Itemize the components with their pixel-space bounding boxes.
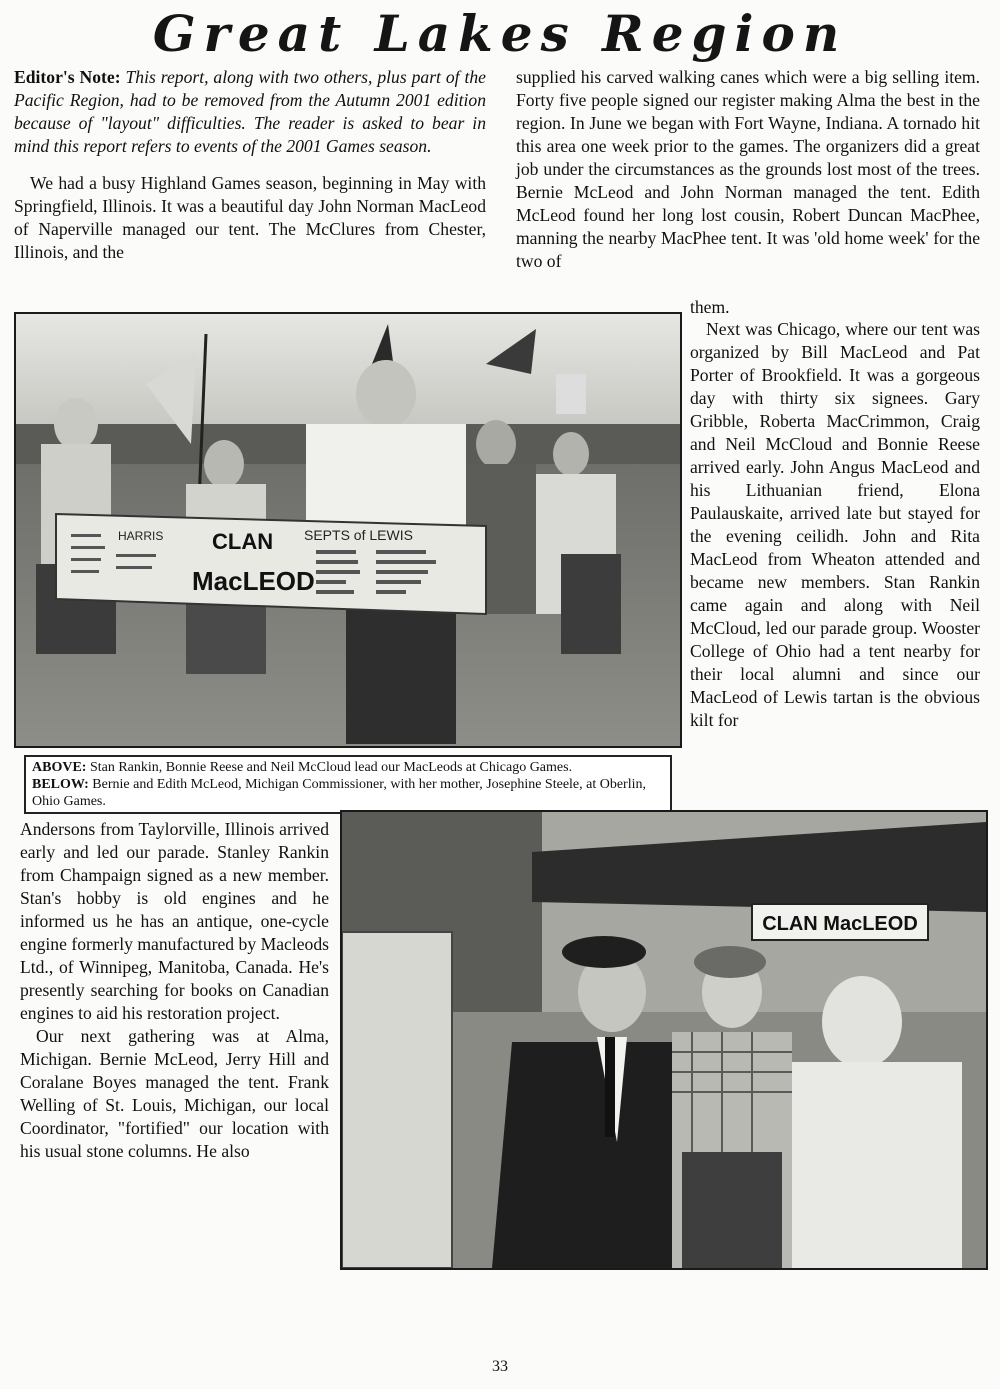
banner-name-text: MacLEOD [192, 566, 315, 596]
photo-caption [24, 755, 672, 814]
banner-septs-text: SEPTS of LEWIS [304, 527, 413, 543]
editors-note-label: Editor's Note: [14, 67, 121, 87]
caption-below [32, 776, 664, 810]
editors-note-text: This report, along with two others, plus part of the Pacific Region, had to be removed from the Autumn 2001 edition because of "layout" difficulties. The reader is asked to bear in mind this report refers to events of the 2001 Games season. [14, 67, 486, 156]
col2-paragraph-1: supplied his carved walking canes which were a big selling item. Forty five people signed our register making Alma the best in the region. In June we began with Fort Wayne, Indiana. A tornado hit this area one week prior to the games. The organizers did a great job under the circumstances as the grounds lost most of the trees. Bernie McLeod and John Norman managed the tent. Edith McLeod found her long lost cousin, Robert Duncan MacPhee, manning the nearby MacPhee tent. It was 'old home week' for the two of [516, 67, 980, 271]
column-1-top [14, 66, 486, 264]
col1-paragraph-1: We had a busy Highland Games season, beginning in May with Springfield, Illinois. It was a beautiful day John Norman MacLeod of Naperville managed our tent. The McClures from Chester, Illinois, and the [14, 173, 486, 262]
column-2-side [690, 318, 980, 732]
banner-harris-text: HARRIS [118, 529, 164, 543]
parade-photo [14, 312, 682, 748]
caption-above-text: Stan Rankin, Bonnie Reese and Neil McCloud lead our MacLeods at Chicago Games. [89, 760, 573, 775]
col2-paragraph-2: Next was Chicago, where our tent was organized by Bill MacLeod and Pat Porter of Brookfield. It was a gorgeous day with thirty six signees. Gary Gribble, Roberta MacCrimmon, Craig and Neil McCloud and Bonnie Reese arrived early. John Angus MacLeod and his Lithuanian friend, Elona Paulauskaite, arrived late but stayed for the evening ceilidh. John and Rita MacLeod from Wheaton attended and became new members. Stan Rankin came again and along with Neil McCloud, led our parade group. Wooster College of Ohio had a tent nearby for their local alumni and since our MacLeod of Lewis tartan is the obvious kilt for [690, 319, 980, 730]
caption-above [32, 759, 664, 776]
tent-photo [340, 810, 988, 1270]
tent-photo-graphic [342, 812, 986, 1268]
caption-below-text: Bernie and Edith McLeod, Michigan Commissioner, with her mother, Josephine Steele, at Oberlin, Ohio Games. [32, 777, 647, 809]
lower-left-column [20, 818, 329, 1163]
column-2-top [516, 66, 980, 273]
tent-sign-text: CLAN MacLEOD [762, 913, 918, 935]
col2-paragraph-1-end: them. [690, 297, 730, 317]
lower-left-paragraph-2: Our next gathering was at Alma, Michigan. Bernie McLeod, Jerry Hill and Coralane Boyes managed the tent. Frank Welling of St. Louis, Michigan, our local Coordinator, "fortified" our location with his usual stone columns. He also [20, 1026, 329, 1161]
page-title: Great Lakes Region [152, 4, 848, 63]
caption-above-label: ABOVE: [32, 760, 87, 775]
banner-clan-text: CLAN [212, 529, 274, 554]
parade-photo-graphic [16, 314, 680, 746]
page-number: 33 [492, 1358, 508, 1375]
caption-below-label: BELOW: [32, 777, 89, 792]
lower-left-paragraph-1: Andersons from Taylorville, Illinois arrived early and led our parade. Stanley Rankin from Champaign signed as a new member. Stan's hobby is old engines and he informed us he has an antique, one-cycle engine formerly manufactured by Macleods Ltd., of Winnipeg, Manitoba, Canada. He's presently searching for books on Canadian engines to aid his restoration project. [20, 819, 329, 1023]
editors-note [14, 66, 486, 158]
